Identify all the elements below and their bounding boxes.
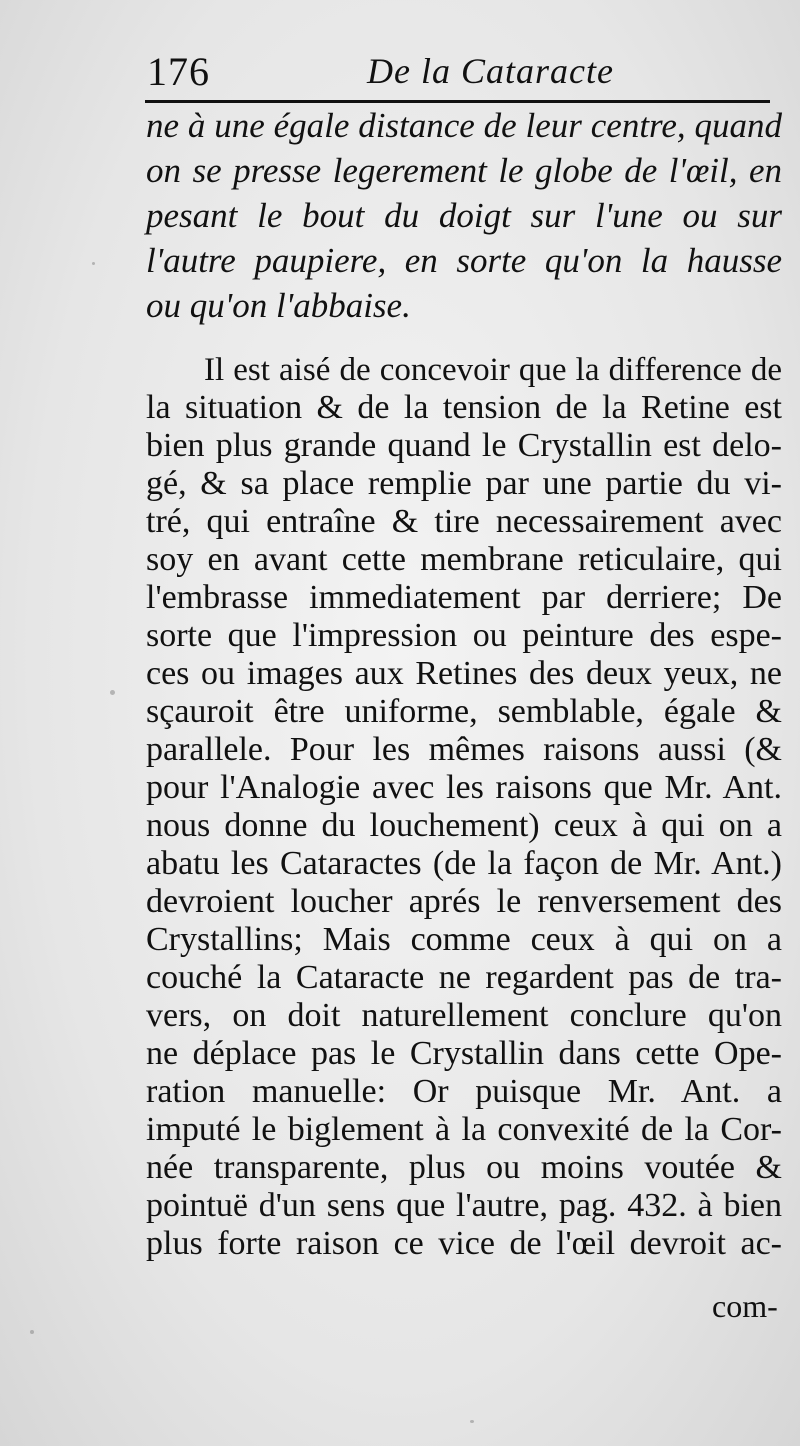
text-line: parallele. Pour les mêmes raisons aussi (& [146, 731, 782, 768]
text-line: l'autre paupiere, en sorte qu'on la hausse [146, 241, 782, 280]
text-line: la situation & de la tension de la Retine est [146, 389, 782, 426]
text-line: née transparente, plus ou moins voutée & [146, 1149, 782, 1186]
text-line: Crystallins; Mais comme ceux à qui on a [146, 921, 782, 958]
text-line: ces ou images aux Retines des deux yeux, ne [146, 655, 782, 692]
text-line: plus forte raison ce vice de l'œil devroit ac- [146, 1225, 782, 1262]
text-line: bien plus grande quand le Crystallin est delo- [146, 427, 782, 464]
text-line: soy en avant cette membrane reticulaire, qui [146, 541, 782, 578]
text-line: on se presse legerement le globe de l'œil, en [146, 151, 782, 190]
running-head: De la Cataracte [367, 51, 614, 91]
header-rule [145, 100, 770, 103]
paper-speck [110, 690, 115, 695]
text-line: imputé le biglement à la convexité de la Cor- [146, 1111, 782, 1148]
text-line: ne déplace pas le Crystallin dans cette Ope- [146, 1035, 782, 1072]
text-line: sçauroit être uniforme, semblable, égale & [146, 693, 782, 730]
page-header [145, 48, 775, 98]
text-line: ration manuelle: Or puisque Mr. Ant. a [146, 1073, 782, 1110]
text-line: vers, on doit naturellement conclure qu'on [146, 997, 782, 1034]
text-line: Il est aisé de concevoir que la difference de [204, 352, 782, 388]
paper-speck [92, 262, 95, 265]
text-line: pesant le bout du doigt sur l'une ou sur [146, 196, 782, 235]
text-line: abatu les Cataractes (de la façon de Mr. Ant.) [146, 845, 782, 882]
paper-speck [30, 1330, 34, 1334]
text-line: tré, qui entraîne & tire necessairement avec [146, 503, 782, 540]
paper-speck [470, 1420, 474, 1423]
text-line: ou qu'on l'abbaise. [146, 286, 411, 325]
text-line: couché la Cataracte ne regardent pas de tra- [146, 959, 782, 996]
text-line: sorte que l'impression ou peinture des espe- [146, 617, 782, 654]
page-number: 176 [147, 49, 210, 94]
text-line: l'embrasse immediatement par derriere; De [146, 579, 782, 616]
text-line: pointuë d'un sens que l'autre, pag. 432. à bien [146, 1187, 782, 1224]
text-line: devroient loucher aprés le renversement des [146, 883, 782, 920]
text-line: gé, & sa place remplie par une partie du vi- [146, 465, 782, 502]
text-line: ne à une égale distance de leur centre, quand [146, 106, 782, 145]
text-line: nous donne du louchement) ceux à qui on a [146, 807, 782, 844]
text-line: pour l'Analogie avec les raisons que Mr. Ant. [146, 769, 782, 806]
catchword: com- [712, 1288, 778, 1324]
